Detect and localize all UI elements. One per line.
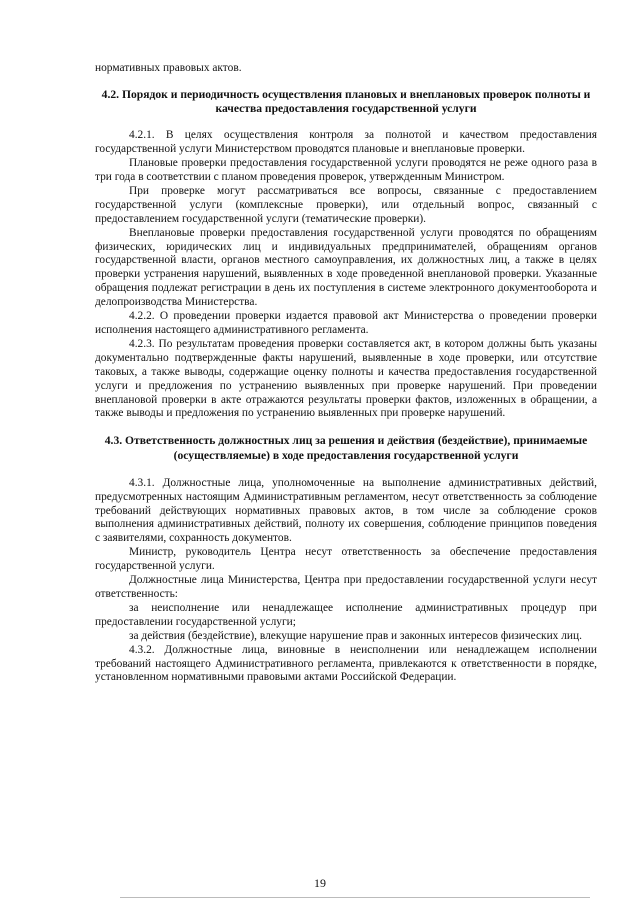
paragraph-planned-checks: Плановые проверки предоставления государственной услуги проводятся не реже одного раза в три года в соответствии с планом проведения проверок, утвержденным Министром. xyxy=(95,157,597,184)
document-page xyxy=(95,62,597,685)
page-number: 19 xyxy=(314,876,326,890)
paragraph-officials-responsibility: Должностные лица Министерства, Центра при предоставлении государственной услуги несут ответственность: xyxy=(95,574,597,600)
paragraph-4-2-3: 4.2.3. По результатам проведения проверки составляется акт, в котором должны быть указаны документально подтвержденные факты нарушений, выявленные в ходе проверки, или отсутствие таковых, а также выводы, содержащие оценку полноты и качества предоставления государственной услуги и предложения по устранению выявленных при проверке нарушений. При проведении внеплановой проверки в акте отражаются результаты проверки фактов, изложенных в обращении, а также выводы и предложения по устранению выявленных при проверке нарушений. xyxy=(95,337,597,420)
paragraph-check-scope: При проверке могут рассматриваться все вопросы, связанные с предоставлением государственной услуги (комплексные проверки), или отдельный вопрос, связанный с предоставлением государственной услуги (тематические проверки). xyxy=(95,184,597,225)
section-4-3-heading: 4.3. Ответственность должностных лиц за решения и действия (бездействие), принимаемые (осуществляемые) в ходе предоставления государственной услуги xyxy=(104,434,588,462)
paragraph-unplanned-checks: Внеплановые проверки предоставления государственной услуги проводятся по обращениям физических, юридических лиц и индивидуальных предпринимателей, обращениям органов государственной власти, органов местного самоуправления, их должностных лиц, а также в целях проверки устранения нарушений, выявленных в ходе проведенной внеплановой проверки. Указанные обращения подлежат регистрации в день их поступления в системе электронного документооборота и делопроизводства Министерства. xyxy=(95,226,597,309)
paragraph-4-2-1: 4.2.1. В целях осуществления контроля за полнотой и качеством предоставления государственной услуги Министерством проводятся плановые и внеплановые проверки. xyxy=(95,129,597,156)
paragraph-4-2-2: 4.2.2. О проведении проверки издается правовой акт Министерства о проведении проверки исполнения настоящего административного регламента. xyxy=(95,310,597,336)
paragraph-nonperformance: за неисполнение или ненадлежащее исполнение административных процедур при предоставлении государственной услуги; xyxy=(95,601,597,628)
paragraph-minister-responsibility: Министр, руководитель Центра несут ответственность за обеспечение предоставления государственной услуги. xyxy=(95,546,597,573)
section-4-2-heading: 4.2. Порядок и периодичность осуществления плановых и внеплановых проверок полноты и качества предоставления государственной услуги xyxy=(101,87,591,116)
paragraph-4-3-2: 4.3.2. Должностные лица, виновные в неисполнении или ненадлежащем исполнении требований настоящего Административного регламента, привлекаются к ответственности в порядке, установленном нормативными правовыми актами Российской Федерации. xyxy=(95,643,597,684)
paragraph-actions-inaction: за действия (бездействие), влекущие нарушение прав и законных интересов физических лиц. xyxy=(129,629,582,642)
footer-divider xyxy=(120,897,590,898)
paragraph-4-3-1: 4.3.1. Должностные лица, уполномоченные на выполнение административных действий, предусмотренных настоящим Административным регламентом, несут ответственность за соблюдение требований действующих нормативных правовых актов, в том числе за соблюдение сроков выполнения административных действий, полноту их совершения, соблюдение принципов поведения с заявителями, сохранность документов. xyxy=(95,476,597,545)
intro-line: нормативных правовых актов. xyxy=(95,62,242,74)
